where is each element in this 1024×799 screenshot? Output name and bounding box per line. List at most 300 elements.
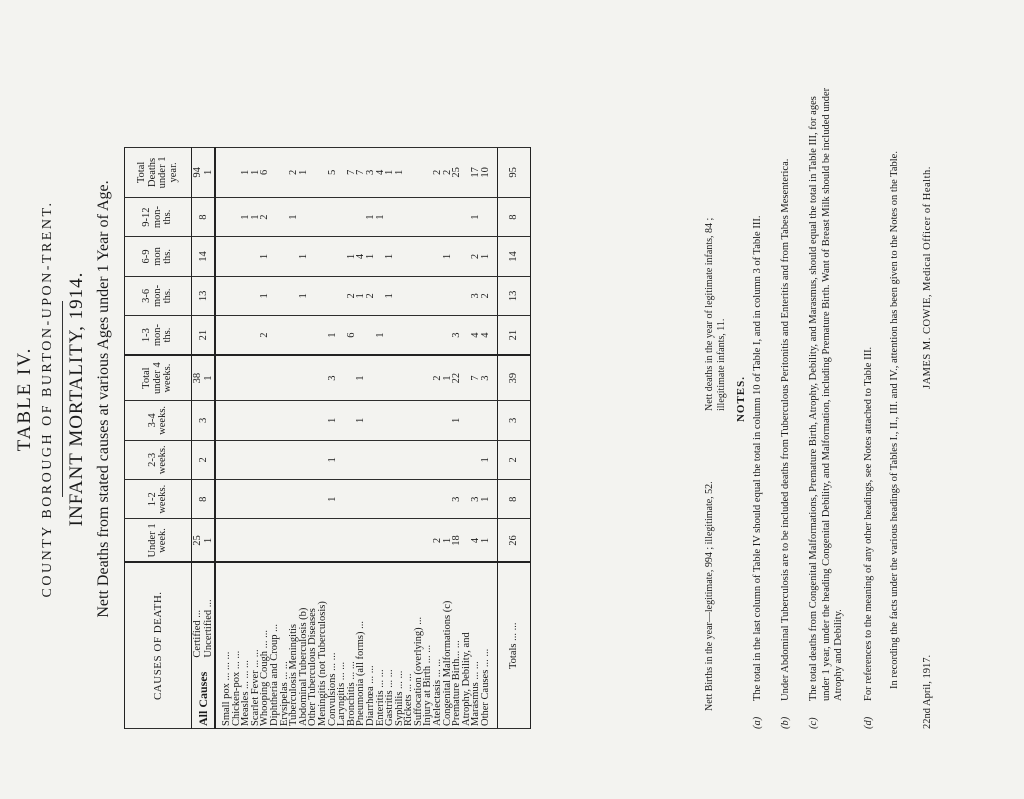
table-row — [471, 147, 481, 728]
cell-value — [270, 355, 280, 401]
cell-value — [308, 400, 318, 439]
all-causes-value — [192, 315, 216, 354]
cell-value — [299, 440, 309, 479]
table-row — [318, 147, 328, 728]
cell-value: 1 — [347, 236, 357, 275]
cell-value: 1 — [366, 197, 376, 236]
cell-value — [289, 355, 299, 401]
table-row — [462, 147, 472, 728]
cell-value: 1 — [251, 197, 261, 236]
certified-value: 2 — [197, 456, 209, 462]
cell-value: 1 — [328, 315, 338, 354]
cell-value — [404, 197, 414, 236]
cell-value — [481, 197, 497, 236]
certified-value: 8 — [197, 213, 209, 220]
cell-value — [241, 400, 251, 439]
cell-value: 1 — [481, 440, 497, 479]
cell-value — [215, 479, 232, 518]
totals-value: 39 — [497, 355, 530, 401]
cell-value — [308, 355, 318, 401]
cell-value: 2 — [347, 276, 357, 315]
certified-value: 21 — [197, 329, 209, 340]
cell-value — [318, 197, 328, 236]
certified-value: 3 — [197, 417, 209, 423]
borough-title: COUNTY BOROUGH OF BURTON-UPON-TRENT. — [40, 200, 55, 597]
table-row — [481, 147, 497, 728]
cell-value — [308, 518, 318, 562]
cell-value — [270, 479, 280, 518]
cell-value — [299, 518, 309, 562]
cell-value — [433, 440, 443, 479]
cause-label: Congenital Malformations (c) — [443, 562, 453, 728]
cell-value: 1 — [356, 355, 366, 401]
cause-label: Rickets ... ... — [404, 562, 414, 728]
cell-value: 1 — [241, 147, 251, 197]
cell-value — [395, 440, 405, 479]
certified-value: 38 — [192, 372, 203, 383]
cell-value — [232, 355, 242, 401]
cell-value — [395, 315, 405, 354]
cell-value — [251, 440, 261, 479]
cell-value: 1 — [356, 400, 366, 439]
cell-value — [347, 479, 357, 518]
note-key: (a) — [752, 716, 763, 729]
cell-value — [452, 197, 462, 236]
cell-value — [215, 197, 232, 236]
cell-value: 1 — [443, 355, 453, 401]
cell-value — [270, 147, 280, 197]
uncertified-value: 1 — [203, 374, 214, 381]
cell-value — [289, 400, 299, 439]
cell-value — [395, 400, 405, 439]
cell-value: 1 — [299, 236, 309, 275]
cell-value — [337, 197, 347, 236]
cell-value: 1 — [481, 518, 497, 562]
cell-value — [443, 276, 453, 315]
cell-value — [414, 400, 424, 439]
uncertified-value: 1 — [203, 169, 214, 175]
cell-value: 3 — [366, 147, 376, 197]
cell-value — [376, 400, 386, 439]
cell-value: 1 — [385, 147, 395, 197]
cell-value — [404, 400, 414, 439]
all-causes-cell — [192, 562, 216, 728]
cell-value: 1 — [481, 236, 497, 275]
cell-value — [414, 355, 424, 401]
cell-value: 2 — [289, 147, 299, 197]
cell-value — [443, 440, 453, 479]
all-causes-value — [192, 400, 216, 439]
cell-value — [232, 400, 242, 439]
cell-value: 2 — [433, 147, 443, 197]
all-causes-value — [192, 276, 216, 315]
totals-value: 14 — [497, 236, 530, 275]
all-causes-value — [192, 197, 216, 236]
page-subheading: Nett Deaths from stated causes at various Ages under 1 Year of Age. — [95, 179, 112, 618]
cell-value — [215, 147, 232, 197]
cell-value — [270, 197, 280, 236]
cell-value — [337, 479, 347, 518]
all-causes-value — [192, 355, 216, 401]
cause-label: Bronchitis ... ... — [347, 562, 357, 728]
uncertified-value: 1 — [203, 537, 214, 543]
cause-label: Abdominal Tuberculosis (b) — [299, 562, 309, 728]
certified-value: 14 — [197, 250, 209, 262]
cell-value — [423, 479, 433, 518]
cell-value — [433, 315, 443, 354]
cell-value: 1 — [328, 400, 338, 439]
table-row — [270, 147, 280, 728]
cell-value — [308, 276, 318, 315]
cell-value: 7 — [347, 147, 357, 197]
cause-label: Other Tuberculous Diseases — [308, 562, 318, 728]
cell-value — [376, 479, 386, 518]
totals-value: 8 — [497, 479, 530, 518]
header-col-4: 3-4 weeks. — [125, 400, 192, 439]
cell-value — [423, 276, 433, 315]
cell-value: 4 — [471, 518, 481, 562]
cell-value — [404, 518, 414, 562]
cell-value — [385, 197, 395, 236]
cell-value — [385, 355, 395, 401]
cause-label: Suffocation (overlying) ... — [414, 562, 424, 728]
cell-value — [395, 518, 405, 562]
all-causes-row — [192, 147, 216, 728]
cell-value — [318, 518, 328, 562]
cell-value — [366, 479, 376, 518]
cause-label: Meningitis (not Tuberculosis) — [318, 562, 328, 728]
table-row — [356, 147, 366, 728]
totals-value: 13 — [497, 276, 530, 315]
totals-value: 21 — [497, 315, 530, 354]
cause-label: Premature Birth... ... — [452, 562, 462, 728]
cell-value — [251, 355, 261, 401]
cell-value — [462, 400, 472, 439]
cell-value: 6 — [347, 315, 357, 354]
note-key: (c) — [808, 716, 819, 729]
cell-value — [289, 479, 299, 518]
cell-value — [404, 276, 414, 315]
cell-value: 1 — [452, 400, 462, 439]
table-row — [337, 147, 347, 728]
cell-value — [280, 400, 290, 439]
cell-value — [232, 479, 242, 518]
cause-label: Diarrhœa ... ... — [366, 562, 376, 728]
cell-value: 1 — [385, 236, 395, 275]
cell-value: 2 — [471, 236, 481, 275]
table-row — [366, 147, 376, 728]
cell-value — [366, 355, 376, 401]
note-c — [808, 79, 846, 729]
cell-value: 1 — [385, 276, 395, 315]
cell-value: 18 — [452, 518, 462, 562]
all-causes-value — [192, 440, 216, 479]
cause-label: Other Causes ... ... — [481, 562, 497, 728]
totals-value: 3 — [497, 400, 530, 439]
cell-value — [337, 400, 347, 439]
cell-value — [356, 440, 366, 479]
cell-value: 1 — [471, 197, 481, 236]
cell-value: 2 — [433, 355, 443, 401]
cell-value — [423, 440, 433, 479]
cell-value: 4 — [376, 147, 386, 197]
cell-value: 1 — [328, 479, 338, 518]
cell-value — [376, 355, 386, 401]
cause-label: Convulsions ... ... — [328, 562, 338, 728]
cell-value — [414, 479, 424, 518]
cell-value — [414, 197, 424, 236]
cell-value — [308, 147, 318, 197]
cell-value: 10 — [481, 147, 497, 197]
table-row — [423, 147, 433, 728]
cell-value — [414, 518, 424, 562]
note-text: The total deaths from Congenital Malformations, Premature Birth, Atrophy, Debility, and Marasmus, should equal the total in Table III, for ages under 1 year, under the heading Congenital Debility, and Malformation, including Premature Birth. Want of Breast Milk should be included under Atrophy and Debility. — [808, 87, 844, 701]
cell-value — [328, 197, 338, 236]
cell-value — [215, 400, 232, 439]
cause-label: Laryngitis ... ... — [337, 562, 347, 728]
cell-value: 1 — [289, 197, 299, 236]
cell-value: 1 — [260, 276, 270, 315]
certified-label: Certified ... — [192, 609, 203, 658]
cell-value: 25 — [452, 147, 462, 197]
note-b — [780, 79, 793, 729]
certified-value: 13 — [197, 290, 209, 301]
cell-value — [433, 400, 443, 439]
cell-value — [270, 440, 280, 479]
cell-value: 17 — [471, 147, 481, 197]
cell-value — [299, 479, 309, 518]
cell-value: 3 — [452, 479, 462, 518]
cell-value — [299, 197, 309, 236]
cell-value — [260, 400, 270, 439]
cell-value: 6 — [260, 147, 270, 197]
cell-value — [385, 315, 395, 354]
cell-value — [328, 236, 338, 275]
note-d — [863, 79, 876, 729]
cell-value: 2 — [366, 276, 376, 315]
cause-label: Erysipelas ... ... — [280, 562, 290, 728]
cell-value: 1 — [376, 197, 386, 236]
cell-value — [423, 197, 433, 236]
cell-value: 7 — [471, 355, 481, 401]
births-line: Nett Births in the year—legitimate, 994 ; illegitimate, 52. — [704, 480, 715, 711]
table-title: TABLE IV. — [14, 346, 35, 451]
cell-value — [366, 518, 376, 562]
cell-value: 3 — [471, 479, 481, 518]
table-body — [192, 147, 531, 728]
cause-label: Diphtheria and Croup ... — [270, 562, 280, 728]
report-date: 22nd April, 1917. — [922, 654, 933, 729]
recording-note: In recording the facts under the various headings of Tables I., II., III. and IV., attention has been given to the Notes on the Table. — [889, 150, 900, 689]
cause-label: Small pox ... ... ... — [215, 562, 232, 728]
cell-value — [376, 440, 386, 479]
cause-label: Scarlet Fever ... ... — [251, 562, 261, 728]
cell-value — [385, 518, 395, 562]
cause-label: Syphilis ... ... — [395, 562, 405, 728]
cell-value — [471, 400, 481, 439]
header-col-6: 1-3 mon-ths. — [125, 315, 192, 354]
cell-value: 2 — [433, 518, 443, 562]
cell-value — [308, 440, 318, 479]
cell-value — [337, 355, 347, 401]
cell-value — [251, 479, 261, 518]
cell-value: 3 — [471, 276, 481, 315]
cell-value — [328, 276, 338, 315]
cell-value — [299, 315, 309, 354]
cell-value — [241, 518, 251, 562]
cell-value — [232, 276, 242, 315]
table-row — [395, 147, 405, 728]
note-text: The total in the last column of Table IV should equal the total in column 10 of Table I, and in column 3 of Table III. — [752, 215, 763, 701]
totals-value: 95 — [497, 147, 530, 197]
cell-value — [404, 236, 414, 275]
cell-value — [215, 518, 232, 562]
cell-value: 1 — [260, 236, 270, 275]
cell-value — [251, 518, 261, 562]
note-key: (d) — [863, 716, 874, 729]
cell-value: 2 — [260, 197, 270, 236]
all-causes-value — [192, 479, 216, 518]
cell-value — [270, 236, 280, 275]
cell-value — [270, 518, 280, 562]
cell-value — [443, 197, 453, 236]
cell-value: 1 — [328, 440, 338, 479]
all-causes-value — [192, 518, 216, 562]
cell-value — [232, 440, 242, 479]
cell-value — [270, 315, 280, 354]
cell-value — [232, 315, 242, 354]
cell-value — [395, 197, 405, 236]
cell-value — [395, 236, 405, 275]
page-heading: INFANT MORTALITY, 1914. — [66, 271, 87, 526]
cell-value — [289, 440, 299, 479]
cell-value — [462, 440, 472, 479]
cell-value — [241, 440, 251, 479]
cell-value — [299, 400, 309, 439]
cell-value — [356, 518, 366, 562]
header-causes: CAUSES OF DEATH. — [125, 562, 192, 728]
cell-value — [404, 479, 414, 518]
cell-value: 1 — [251, 147, 261, 197]
cell-value — [423, 315, 433, 354]
cell-value: 1 — [299, 147, 309, 197]
header-col-10: Total Deaths under 1 year. — [125, 147, 192, 197]
births-summary — [704, 151, 727, 711]
cell-value — [270, 400, 280, 439]
cause-label: Marasmus ... ... — [471, 562, 481, 728]
cell-value — [280, 518, 290, 562]
cell-value — [433, 479, 443, 518]
cell-value — [433, 276, 443, 315]
cell-value — [481, 400, 497, 439]
cell-value — [318, 236, 328, 275]
cell-value: 1 — [241, 197, 251, 236]
cell-value — [251, 400, 261, 439]
cell-value — [395, 479, 405, 518]
cell-value — [260, 518, 270, 562]
cell-value: 3 — [481, 355, 497, 401]
cell-value: 4 — [471, 315, 481, 354]
cell-value — [280, 315, 290, 354]
cell-value — [215, 236, 232, 275]
cell-value: 2 — [260, 315, 270, 354]
cell-value — [347, 518, 357, 562]
cause-label: Gastritis ... ... — [385, 562, 395, 728]
certified-value: 25 — [192, 534, 203, 546]
header-col-5: Total under 4 weeks. — [125, 355, 192, 401]
totals-value: 26 — [497, 518, 530, 562]
cause-label: Pneumonia (all forms) ... — [356, 562, 366, 728]
totals-value: 2 — [497, 440, 530, 479]
cell-value: 1 — [443, 518, 453, 562]
header-col-8: 6-9 mon ths. — [125, 236, 192, 275]
cause-label: Tuberculosis Meningitis — [289, 562, 299, 728]
cell-value — [452, 236, 462, 275]
all-causes-value — [192, 236, 216, 275]
cause-label: Chicken-pox ... ... — [232, 562, 242, 728]
certified-value: 8 — [197, 496, 209, 502]
header-row — [125, 147, 192, 728]
cell-value — [356, 479, 366, 518]
cell-value — [308, 236, 318, 275]
cell-value — [356, 315, 366, 354]
notes-heading: NOTES. — [735, 375, 747, 422]
cell-value — [299, 355, 309, 401]
cell-value — [347, 197, 357, 236]
cell-value — [414, 147, 424, 197]
cell-value — [366, 440, 376, 479]
all-causes-value — [192, 147, 216, 197]
cell-value: 1 — [481, 479, 497, 518]
cause-label: Enteritis ... ... — [376, 562, 386, 728]
certified-value: 94 — [192, 166, 203, 178]
cell-value: 1 — [366, 236, 376, 275]
cell-value: 1 — [443, 236, 453, 275]
cause-label: Atelectasis ... ... — [433, 562, 443, 728]
cell-value — [433, 197, 443, 236]
table-row — [215, 147, 232, 728]
cell-value — [232, 518, 242, 562]
cell-value — [289, 315, 299, 354]
note-text: For references to the meaning of any other headings, see Notes attached to Table III. — [863, 346, 874, 701]
totals-row — [497, 147, 530, 728]
cell-value — [385, 400, 395, 439]
table-row — [376, 147, 386, 728]
mortality-table — [124, 147, 531, 729]
note-a — [752, 79, 765, 729]
header-col-1: Under 1 week. — [125, 518, 192, 562]
cell-value: 1 — [356, 276, 366, 315]
cell-value — [395, 355, 405, 401]
header-col-7: 3-6 mon-ths. — [125, 276, 192, 315]
cell-value — [215, 276, 232, 315]
cell-value — [241, 236, 251, 275]
cell-value — [328, 518, 338, 562]
cell-value — [260, 355, 270, 401]
cell-value — [347, 440, 357, 479]
cell-value — [423, 400, 433, 439]
table-row — [241, 147, 251, 728]
cell-value — [241, 479, 251, 518]
cell-value — [241, 276, 251, 315]
cell-value — [260, 479, 270, 518]
cell-value — [270, 276, 280, 315]
cell-value — [376, 518, 386, 562]
cell-value: 1 — [376, 315, 386, 354]
table-row — [385, 147, 395, 728]
cell-value — [280, 440, 290, 479]
cell-value — [414, 276, 424, 315]
